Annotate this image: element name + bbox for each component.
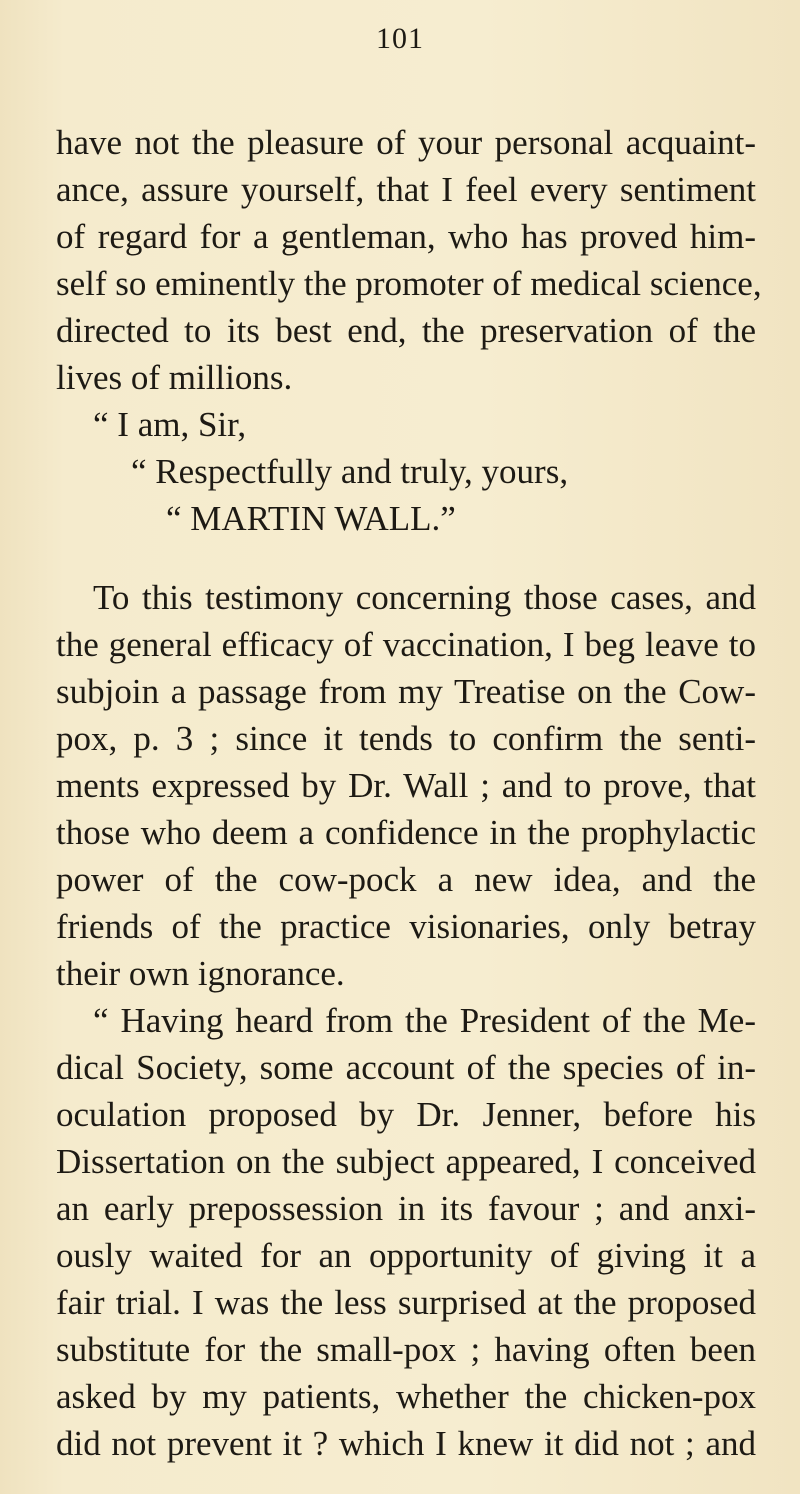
text-line-22: Dissertation on the subject appeared, I conceived [56, 1142, 756, 1181]
closing-line-1: “ I am, Sir, [93, 405, 247, 444]
text-line-19: “ Having heard from the President of the Me- [93, 1001, 756, 1040]
signature-line: “ MARTIN WALL.” [166, 499, 456, 538]
text-line-20: dical Society, some account of the species of in- [56, 1048, 756, 1087]
text-line-1: have not the pleasure of your personal acquaint- [56, 123, 756, 162]
text-line-11: the general efficacy of vaccination, I beg leave to [56, 625, 756, 664]
text-line-27: asked by my patients, whether the chicken-pox [56, 1377, 756, 1416]
text-line-13: pox, p. 3 ; since it tends to confirm the senti- [56, 719, 756, 758]
page-number: 101 [376, 22, 424, 55]
text-line-25: fair trial. I was the less surprised at the proposed [56, 1283, 756, 1322]
text-line-6: lives of millions. [56, 358, 293, 397]
closing-line-2: “ Respectfully and truly, yours, [131, 452, 569, 491]
text-line-3: of regard for a gentleman, who has proved him- [56, 217, 756, 256]
text-line-23: an early prepossession in its favour ; and anxi- [56, 1189, 756, 1228]
text-line-24: ously waited for an opportunity of giving it a [56, 1236, 756, 1275]
text-line-12: subjoin a passage from my Treatise on the Cow- [56, 672, 756, 711]
text-line-14: ments expressed by Dr. Wall ; and to prove, that [56, 766, 756, 805]
text-line-28: did not prevent it ? which I knew it did not ; and [56, 1424, 756, 1463]
text-line-16: power of the cow-pock a new idea, and the [56, 860, 756, 899]
text-line-4: self so eminently the promoter of medical science, [56, 264, 762, 303]
text-line-18: their own ignorance. [56, 954, 345, 993]
text-line-2: ance, assure yourself, that I feel every sentiment [56, 170, 756, 209]
text-line-26: substitute for the small-pox ; having often been [56, 1330, 756, 1369]
text-line-5: directed to its best end, the preservation of the [56, 311, 756, 350]
text-line-21: oculation proposed by Dr. Jenner, before his [56, 1095, 756, 1134]
text-line-17: friends of the practice visionaries, only betray [56, 907, 756, 946]
text-line-10: To this testimony concerning those cases, and [93, 578, 756, 617]
text-line-15: those who deem a confidence in the prophylactic [56, 813, 756, 852]
